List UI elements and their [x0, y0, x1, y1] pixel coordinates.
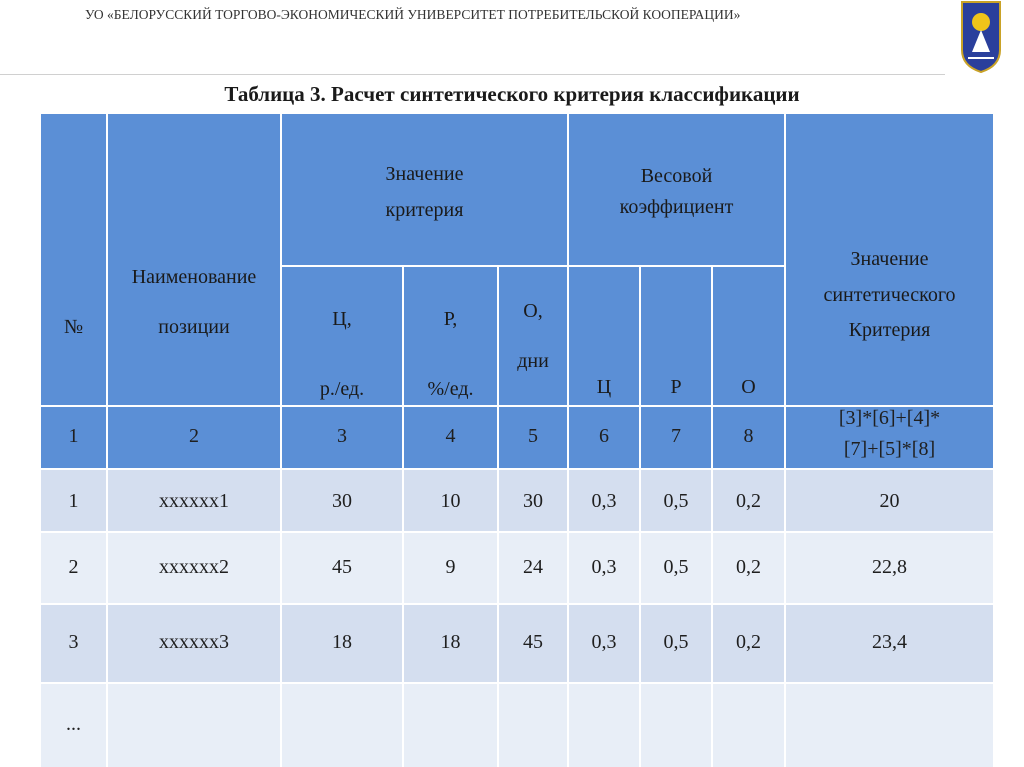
index-cell: 5: [528, 425, 538, 447]
table-row: [41, 684, 993, 767]
table-cell: 30: [523, 490, 543, 512]
table-cell: 0,2: [736, 631, 761, 653]
index-cell: 2: [189, 425, 199, 447]
header-p-label: Р,: [443, 308, 458, 330]
table-cell: 22,8: [872, 556, 907, 578]
header-c-unit: р./ед.: [319, 378, 365, 400]
header-synthetic-line3: Критерия: [848, 319, 931, 341]
table-cell: 2: [68, 556, 79, 578]
header-o-label: О,: [523, 300, 543, 322]
header-weight-line2: коэффициент: [619, 196, 734, 218]
header-criterion-line1: Значение: [385, 163, 464, 185]
grid-line: [784, 407, 786, 767]
table-cell: хххххх1: [159, 490, 229, 512]
header-synthetic-line1: Значение: [850, 248, 929, 270]
header-divider: [0, 74, 945, 75]
table-cell: 23,4: [872, 631, 907, 653]
subheader-top-border: [282, 265, 784, 267]
university-coat-of-arms-icon: [960, 0, 1002, 74]
table-cell: 24: [523, 556, 543, 578]
header-num: №: [63, 316, 84, 338]
grid-line: [106, 407, 108, 767]
index-cell: 3: [337, 425, 347, 447]
table-cell: 18: [440, 631, 461, 653]
index-cell: 7: [671, 425, 681, 447]
header-name-line1: Наименование: [131, 266, 257, 288]
table-cell: 45: [523, 631, 543, 653]
table-cell: 0,3: [591, 631, 617, 653]
header-cell-num: [41, 114, 106, 405]
table-cell: 0,3: [591, 490, 617, 512]
grid-line: [711, 407, 713, 767]
table-cell: 1: [68, 490, 79, 512]
table-cell: 30: [332, 490, 352, 512]
index-cell: 1: [68, 425, 79, 447]
table-cell: 0,3: [591, 556, 617, 578]
grid-line: [280, 407, 282, 767]
header-weight-line1: Весовой: [640, 165, 713, 187]
table-cell: 0,2: [736, 556, 761, 578]
header-name-line2: позиции: [158, 316, 230, 338]
header-p-unit: %/ед.: [427, 378, 474, 400]
index-cell: 6: [599, 425, 609, 447]
index-cell: 8: [743, 425, 754, 447]
table-cell: 18: [332, 631, 352, 653]
header-w-o: О: [741, 376, 756, 398]
header-c-label: Ц,: [332, 308, 352, 330]
table-cell: ...: [66, 713, 81, 735]
table-cell: 20: [879, 490, 900, 512]
header-w-c: Ц: [596, 376, 612, 398]
header-synthetic-line2: синтетического: [823, 284, 956, 306]
table-cell: 10: [440, 490, 461, 512]
table-title: Таблица 3. Расчет синтетического критерия классификации: [224, 82, 800, 106]
grid-line: [497, 407, 499, 767]
header-cell-name: [108, 114, 280, 405]
table-cell: 0,5: [663, 556, 689, 578]
header-w-p: Р: [670, 376, 682, 398]
table-cell: 0,2: [736, 490, 761, 512]
index-cell: 4: [445, 425, 456, 447]
header-o-unit: дни: [517, 350, 549, 372]
grid-line: [639, 407, 641, 767]
table-cell: 0,5: [663, 490, 689, 512]
index-formula-line1: [3]*[6]+[4]*: [838, 407, 941, 429]
grid-line: [402, 407, 404, 767]
header-cell-weight: [569, 114, 784, 265]
table-cell: 45: [332, 556, 352, 578]
university-name: УО «БЕЛОРУССКИЙ ТОРГОВО-ЭКОНОМИЧЕСКИЙ УНИВЕРСИТЕТ ПОТРЕБИТЕЛЬСКОЙ КООПЕРАЦИИ»: [85, 7, 741, 22]
header-cell-criterion: [282, 114, 567, 265]
table-cell: хххххх2: [159, 556, 229, 578]
table-cell: 3: [68, 631, 79, 653]
header-cell-o: [499, 267, 567, 405]
index-formula-line2: [7]+[5]*[8]: [843, 438, 936, 460]
grid-line: [567, 407, 569, 767]
table-cell: 9: [445, 556, 456, 578]
table-cell: 0,5: [663, 631, 689, 653]
table-cell: хххххх3: [159, 631, 229, 653]
header-criterion-line2: критерия: [385, 199, 464, 221]
